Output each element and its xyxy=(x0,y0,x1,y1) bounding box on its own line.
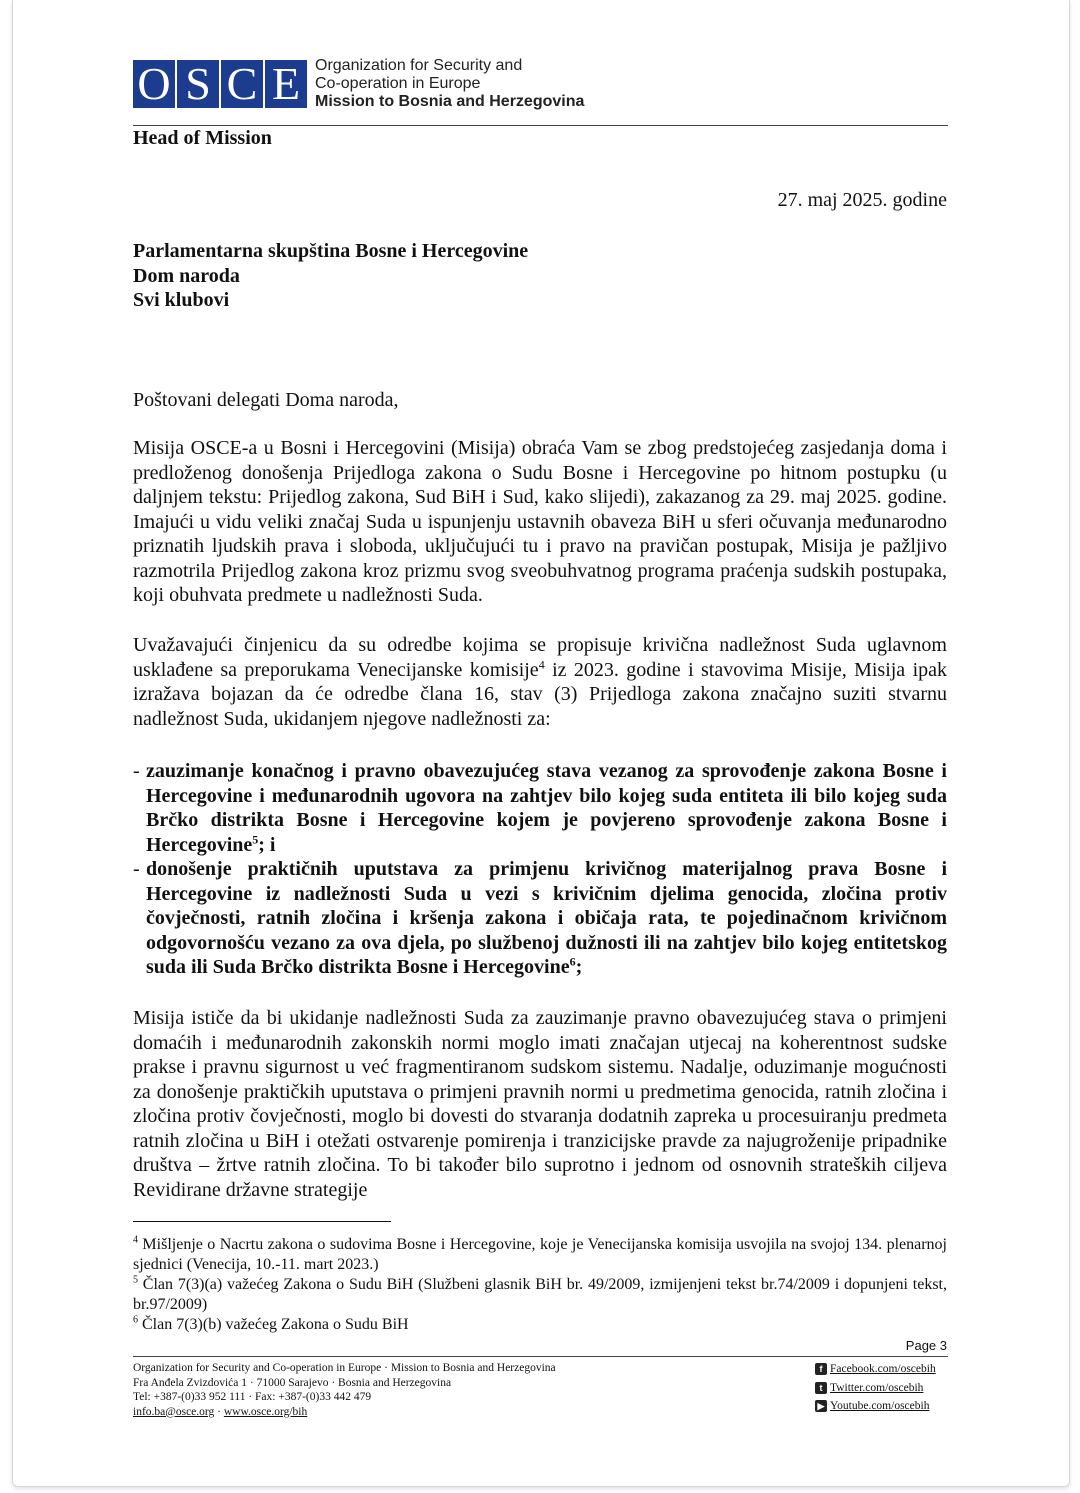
email-link[interactable]: info.ba@osce.org xyxy=(133,1405,215,1418)
addressee-line-1: Parlamentarna skupština Bosne i Hercegovine xyxy=(133,240,529,262)
footnote-ref-4[interactable]: 4 xyxy=(538,656,545,671)
footnote-number: 5 xyxy=(133,1274,138,1286)
bullet-list xyxy=(133,759,947,980)
paragraph-2 xyxy=(133,633,947,731)
bullet-tail: ; xyxy=(575,956,583,978)
facebook-link[interactable]: Facebook.com/oscebih xyxy=(830,1363,936,1375)
footnote-text: Član 7(3)(b) važećeg Zakona o Sudu BiH xyxy=(138,1316,409,1333)
logo-letter-s: S xyxy=(177,60,219,108)
twitter-link[interactable]: Twitter.com/oscebih xyxy=(830,1381,924,1394)
paragraph-2-text-b: iz 2023. godine i stavovima Misije, Misija ipak izražava bojazan da će odredbe člana 16, stav (3) Prijedloga zakona značajno suziti stvarnu nadležnost Suda, ukidanjem njegove nadležnosti za: xyxy=(133,658,947,730)
page-number: Page 3 xyxy=(905,1338,947,1353)
osce-logo xyxy=(133,57,584,111)
org-line-3: Mission to Bosnia and Herzegovina xyxy=(315,93,585,110)
footer-contact xyxy=(133,1361,556,1419)
header-divider xyxy=(133,125,948,126)
addressee-line-3: Svi klubovi xyxy=(133,289,230,311)
paragraph-3: Misija ističe da bi ukidanje nadležnosti Suda za zauzimanje pravno obavezujućeg stava o primjeni domaćih i međunarodnih zakonskih normi moglo imati značajan utjecaj na koherentnost sudske prakse i pravnu sigurnost u već fragmentiranom sudskom sistemu. Nadalje, oduzimanje mogućnosti za donošenje praktičkih uputstava o primjeni pravnih normi u predmetima genocida, ratnih zločina i zločina protiv čovječnosti, moglo bi dovesti do stvaranja dodatnih zapreka u procesuiranju predmeta ratnih zločina u BiH i otežati ostvarenje pomirenja i tranzicijske pravde za najugroženije pripadnike društva – žrtve ratnih zločina. To bi također bilo suprotno i jednom od osnovnih strateških ciljeva Revidirane državne strategije xyxy=(133,1007,947,1201)
footnote-ref-6[interactable]: 6 xyxy=(569,954,576,969)
facebook-icon: f xyxy=(815,1363,827,1375)
youtube-link[interactable]: Youtube.com/oscebih xyxy=(830,1400,930,1412)
website-link[interactable]: www.osce.org/bih xyxy=(223,1405,308,1418)
paragraph-1: Misija OSCE-a u Bosni i Hercegovini (Misija) obraća Vam se zbog predstojećeg zasjedanja doma i predloženog donošenja Prijedloga zakona o Sudu Bosne i Hercegovine po hitnom postupku (u daljnjem tekstu: Prijedlog zakona, Sud BiH i Sud, kako slijedi), zakazanog za 29. maj 2025. godine. Imajući u vidu veliki značaj Suda u ispunjenju ustavnih obaveza BiH u sferi očuvanja međunarodno priznatih ljudskih prava i sloboda, uključujući tu i pravo na pravičan postupak, Misija je pažljivo razmotrila Prijedlog zakona kroz prizmu svog sveobuhvatnog programa praćenja sudskih postupaka, koji obuhvata predmete u nadležnosti Suda. xyxy=(133,437,947,606)
footnote-4 xyxy=(133,1235,947,1275)
bullet-dash: - xyxy=(133,760,140,782)
greeting: Poštovani delegati Doma naroda, xyxy=(133,389,399,411)
org-line-1: Organization for Security and xyxy=(315,57,523,74)
social-facebook[interactable] xyxy=(815,1360,936,1379)
sender-title: Head of Mission xyxy=(133,127,272,149)
footnote-6 xyxy=(133,1315,947,1335)
footer-line-1: Organization for Security and Co-operation in Europe · Mission to Bosnia and Herzegovina xyxy=(133,1362,556,1374)
bullet-item xyxy=(133,857,947,980)
footnote-5 xyxy=(133,1275,947,1315)
logo-letter-e: E xyxy=(265,60,307,108)
footnote-divider xyxy=(133,1221,391,1222)
logo-letter-o: O xyxy=(133,60,175,108)
bullet-dash: - xyxy=(133,858,140,880)
youtube-icon: ▶ xyxy=(815,1400,827,1412)
footnotes xyxy=(133,1235,947,1335)
addressee-block xyxy=(133,239,528,313)
bullet-item xyxy=(133,759,947,857)
paragraph-2-text-a: Uvažavajući činjenicu da su odredbe kojima se propisuje krivična nadležnost Suda uglavnom usklađene sa preporukama Venecijanske komisije xyxy=(133,634,947,681)
footer-divider xyxy=(133,1356,948,1357)
footer-line-4 xyxy=(133,1405,556,1420)
letter-date: 27. maj 2025. godine xyxy=(777,189,947,211)
footer-line-2: Fra Anđela Zvizdovića 1 · 71000 Sarajevo · Bosnia and Herzegovina xyxy=(133,1376,452,1389)
footnote-ref-5[interactable]: 5 xyxy=(252,831,259,846)
social-youtube[interactable] xyxy=(815,1397,936,1416)
social-twitter[interactable] xyxy=(815,1379,936,1398)
org-line-2: Co-operation in Europe xyxy=(315,75,481,92)
footer-social xyxy=(815,1360,936,1416)
logo-letter-c: C xyxy=(221,60,263,108)
bullet-text: zauzimanje konačnog i pravno obavezujućeg stava vezanog za sprovođenje zakona Bosne i Hercegovine i međunarodnih ugovora na zahtjev bilo kojeg suda entiteta ili bilo kojeg suda Brčko distrikta Bosne i Hercegovine kojem je povjereno sprovođenje zakona Bosne i Hercegovine xyxy=(146,760,947,856)
footnote-number: 4 xyxy=(133,1234,138,1246)
organization-name xyxy=(315,57,584,111)
addressee-line-2: Dom naroda xyxy=(133,264,240,287)
bullet-tail: ; i xyxy=(258,833,276,856)
twitter-icon: t xyxy=(815,1382,827,1394)
footnote-text: Član 7(3)(a) važećeg Zakona o Sudu BiH (Službeni glasnik BiH br. 49/2009, izmijenjeni tekst br.74/2009 i dopunjeni tekst, br.97/2009) xyxy=(133,1276,947,1313)
footer-line-3: Tel: +387-(0)33 952 111 · Fax: +387-(0)33 442 479 xyxy=(133,1391,372,1403)
osce-logo-mark xyxy=(133,60,307,108)
footnote-number: 6 xyxy=(133,1314,138,1326)
footnote-text: Mišljenje o Nacrtu zakona o sudovima Bosne i Hercegovine, koje je Venecijanska komisija usvojila na svojoj 134. plenarnoj sjednici (Venecija, 10.-11. mart 2023.) xyxy=(133,1236,947,1273)
footer-separator: · xyxy=(214,1405,224,1418)
bullet-text: donošenje praktičnih uputstava za primjenu krivičnog materijalnog prava Bosne i Hercegovine iz nadležnosti Suda u vezi s krivičnim djelima genocida, zločina protiv čovječnosti, ratnih zločina i kršenja zakona i običaja rata, te pojedinačnom krivičnom odgovornošću vezano za ova djela, po službenoj dužnosti ili na zahtjev bilo kojeg entitetskog suda ili Suda Brčko distrikta Bosne i Hercegovine xyxy=(146,858,947,978)
